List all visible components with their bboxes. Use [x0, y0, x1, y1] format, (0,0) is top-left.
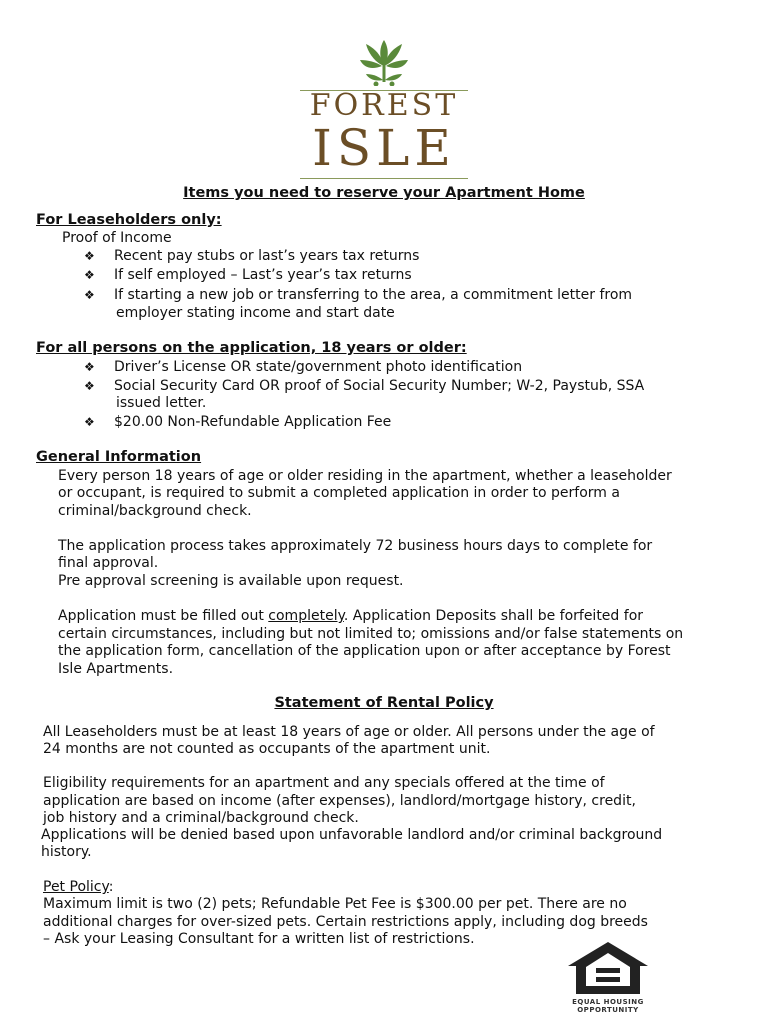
- paragraph-line: Application must be filled out completely. Application Deposits shall be forfeited for: [58, 608, 644, 624]
- list-item: $20.00 Non-Refundable Application Fee: [114, 414, 392, 430]
- paragraph-line: history.: [41, 844, 92, 860]
- completely-emphasis: completely: [268, 608, 344, 624]
- paragraph-line: additional charges for over-sized pets. Certain restrictions apply, including dog breeds: [43, 914, 648, 930]
- diamond-bullet-icon: ❖: [84, 288, 95, 302]
- equal-housing-house-icon: [566, 940, 650, 996]
- paragraph-line: 24 months are not counted as occupants of the apartment unit.: [43, 741, 491, 757]
- ehl-line1: EQUAL HOUSING: [572, 998, 644, 1006]
- diamond-bullet-icon: ❖: [84, 415, 95, 429]
- logo-rule-bottom: [300, 178, 468, 179]
- paragraph-line: Applications will be denied based upon unfavorable landlord and/or criminal background: [41, 827, 663, 843]
- paragraph-line: application are based on income (after expenses), landlord/mortgage history, credit,: [43, 793, 636, 809]
- general-info-heading: General Information: [36, 449, 202, 465]
- proof-of-income-label: Proof of Income: [62, 230, 172, 246]
- forest-isle-logo: [296, 36, 472, 180]
- paragraph-line: Isle Apartments.: [58, 661, 174, 677]
- paragraph-line: Eligibility requirements for an apartment and any specials offered at the time of: [43, 775, 605, 791]
- page-title: Items you need to reserve your Apartment Home: [183, 185, 585, 201]
- all-persons-heading: For all persons on the application, 18 years or older:: [36, 340, 467, 356]
- ehl-line2: OPPORTUNITY: [577, 1006, 639, 1014]
- list-item: Social Security Card OR proof of Social Security Number; W-2, Paystub, SSA: [114, 378, 645, 394]
- list-item: If starting a new job or transferring to the area, a commitment letter from: [114, 287, 633, 303]
- paragraph-line: the application form, cancellation of the application upon or after acceptance by Forest: [58, 643, 671, 659]
- list-item: Recent pay stubs or last’s years tax returns: [114, 248, 420, 264]
- paragraph-line: The application process takes approximately 72 business hours days to complete for: [58, 538, 653, 554]
- paragraph-line: final approval.: [58, 555, 159, 571]
- diamond-bullet-icon: ❖: [84, 360, 95, 374]
- rental-policy-heading: Statement of Rental Policy: [274, 695, 494, 711]
- lotus-plant-icon: [296, 36, 472, 86]
- paragraph-line: criminal/background check.: [58, 503, 252, 519]
- list-item-continuation: employer stating income and start date: [116, 305, 395, 321]
- paragraph-line: or occupant, is required to submit a completed application in order to perform a: [58, 485, 620, 501]
- leaseholders-heading: For Leaseholders only:: [36, 212, 222, 228]
- paragraph-line: certain circumstances, including but not limited to; omissions and/or false statements on: [58, 626, 684, 642]
- diamond-bullet-icon: ❖: [84, 249, 95, 263]
- paragraph-line: All Leaseholders must be at least 18 years of age or older. All persons under the age of: [43, 724, 655, 740]
- paragraph-line: Maximum limit is two (2) pets; Refundable Pet Fee is $300.00 per pet. There are no: [43, 896, 627, 912]
- list-item-continuation: issued letter.: [116, 395, 207, 411]
- paragraph-line: – Ask your Leasing Consultant for a written list of restrictions.: [43, 931, 475, 947]
- logo-line1: FOREST: [309, 88, 459, 123]
- pet-policy-heading: Pet Policy:: [43, 879, 114, 895]
- list-item: If self employed – Last’s year’s tax returns: [114, 267, 412, 283]
- diamond-bullet-icon: ❖: [84, 268, 95, 282]
- diamond-bullet-icon: ❖: [84, 379, 95, 393]
- list-item: Driver’s License OR state/government photo identification: [114, 359, 523, 375]
- paragraph-line: job history and a criminal/background check.: [43, 810, 359, 826]
- paragraph-line: Every person 18 years of age or older residing in the apartment, whether a leaseholder: [58, 468, 672, 484]
- equal-housing-logo: [566, 940, 650, 1020]
- paragraph-line: Pre approval screening is available upon request.: [58, 573, 404, 589]
- logo-line2: ISLE: [312, 119, 456, 177]
